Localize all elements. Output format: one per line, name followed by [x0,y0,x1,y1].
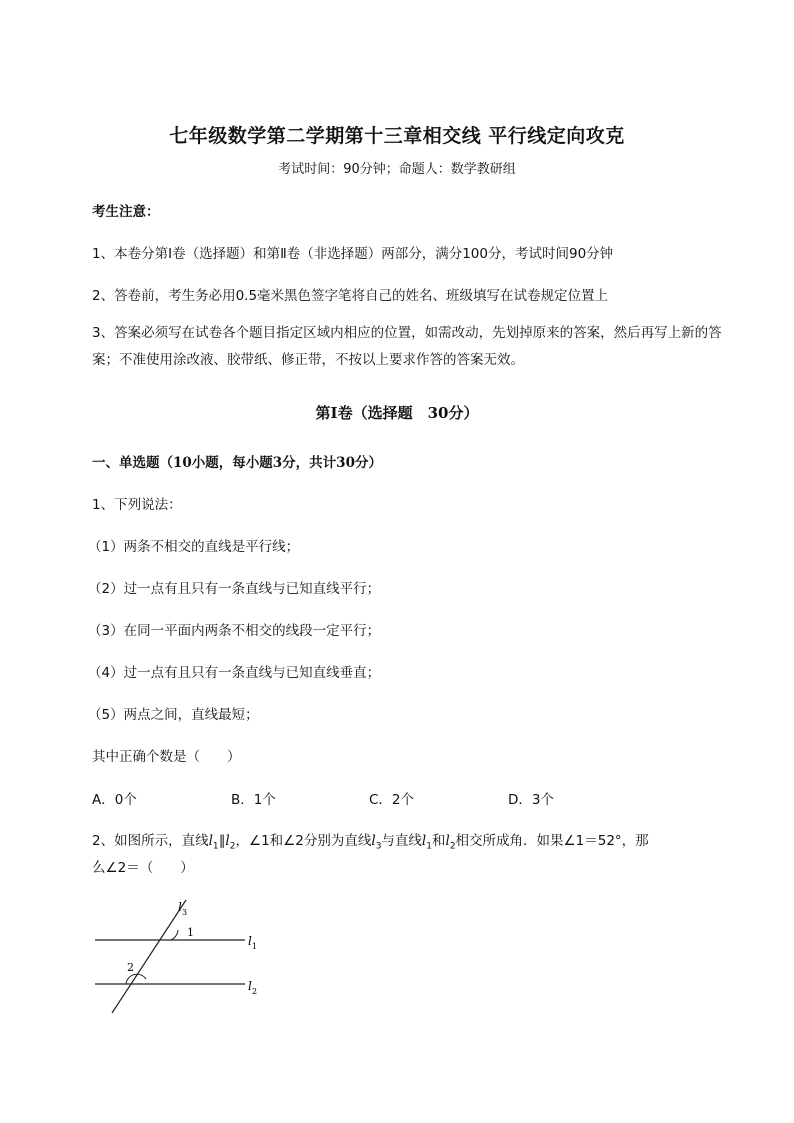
exam-info: 考试时间：90分钟；命题人：数学教研组 [278,162,516,177]
label-l3: l [178,900,182,914]
q2-mid2: 与直线 [381,833,422,849]
q2-parallel: ∥ [218,833,226,849]
notice-item-2: 2、答卷前，考生务必用0.5毫米黑色签字笔将自己的姓名、班级填写在试卷规定位置上 [92,288,609,304]
notice-item-3: 3、答案必须写在试卷各个题目指定区域内相应的位置，如需改动，先划掉原来的答案，然后再写上新的答案；不准使用涂改液、胶带纸、修正带，不按以上要求作答的答案无效。 [92,325,722,368]
q1-option-d[interactable]: D．3个 [508,792,554,808]
notice-item-1: 1、本卷分第I卷（选择题）和第Ⅱ卷（非选择题）两部分，满分100分，考试时间90分钟 [92,246,614,262]
q1-option-b[interactable]: B．1个 [231,792,276,808]
label-l2-sub: 2 [252,987,258,996]
part-heading: 一、单选题（10小题，每小题3分，共计30分） [92,455,382,471]
q2-l1b: l [421,833,427,849]
q2-rest: 相交所成角．如果∠1＝52°，那 [455,833,649,849]
q2-figure [90,895,270,1020]
angle-2-label: 2 [127,961,134,974]
q1-option-c[interactable]: C．2个 [369,792,415,808]
q1-statement-5: （5）两点之间，直线最短； [88,707,259,723]
q2-stem-line-2: 么∠2＝（ ） [92,860,194,876]
label-l3-sub: 3 [182,908,188,917]
q2-l2b: l [445,833,450,849]
q2-l1: l [208,833,213,849]
q1-statement-4: （4）过一点有且只有一条直线与已知直线垂直； [88,665,381,681]
section-title: 第I卷（选择题 30分） [315,404,479,422]
q1-ask: 其中正确个数是（ ） [92,749,241,765]
q2-l1-sub: 1 [212,841,219,852]
q1-statement-2: （2）过一点有且只有一条直线与已知直线平行； [88,581,381,597]
q1-statement-3: （3）在同一平面内两条不相交的线段一定平行； [88,623,381,639]
angle-1-label: 1 [187,926,194,939]
q1-option-a[interactable]: A．0个 [92,792,137,808]
q2-prefix: 2、如图所示，直线 [92,833,209,849]
q2-l2-sub: 2 [229,841,236,852]
q2-and: 和 [431,833,446,849]
label-l1-sub: 1 [252,942,258,951]
q1-statement-1: （1）两条不相交的直线是平行线； [88,539,300,555]
q2-l3-sub: 3 [375,841,382,852]
label-l2: l [248,979,252,993]
q2-l3: l [371,833,376,849]
line-l3 [112,900,186,1013]
label-l1: l [248,934,252,948]
angle-1-arc [171,930,178,940]
q2-mid: ，∠1和∠2分别为直线 [235,833,372,849]
q2-stem-line-1 [92,829,649,852]
notice-heading: 考生注意： [92,204,160,220]
q1-stem: 1、下列说法： [92,497,182,513]
q2-l2b-sub: 2 [449,841,456,852]
q2-l2: l [225,833,230,849]
page-title: 七年级数学第二学期第十三章相交线 平行线定向攻克 [169,125,625,147]
q2-l1b-sub: 1 [426,841,432,852]
